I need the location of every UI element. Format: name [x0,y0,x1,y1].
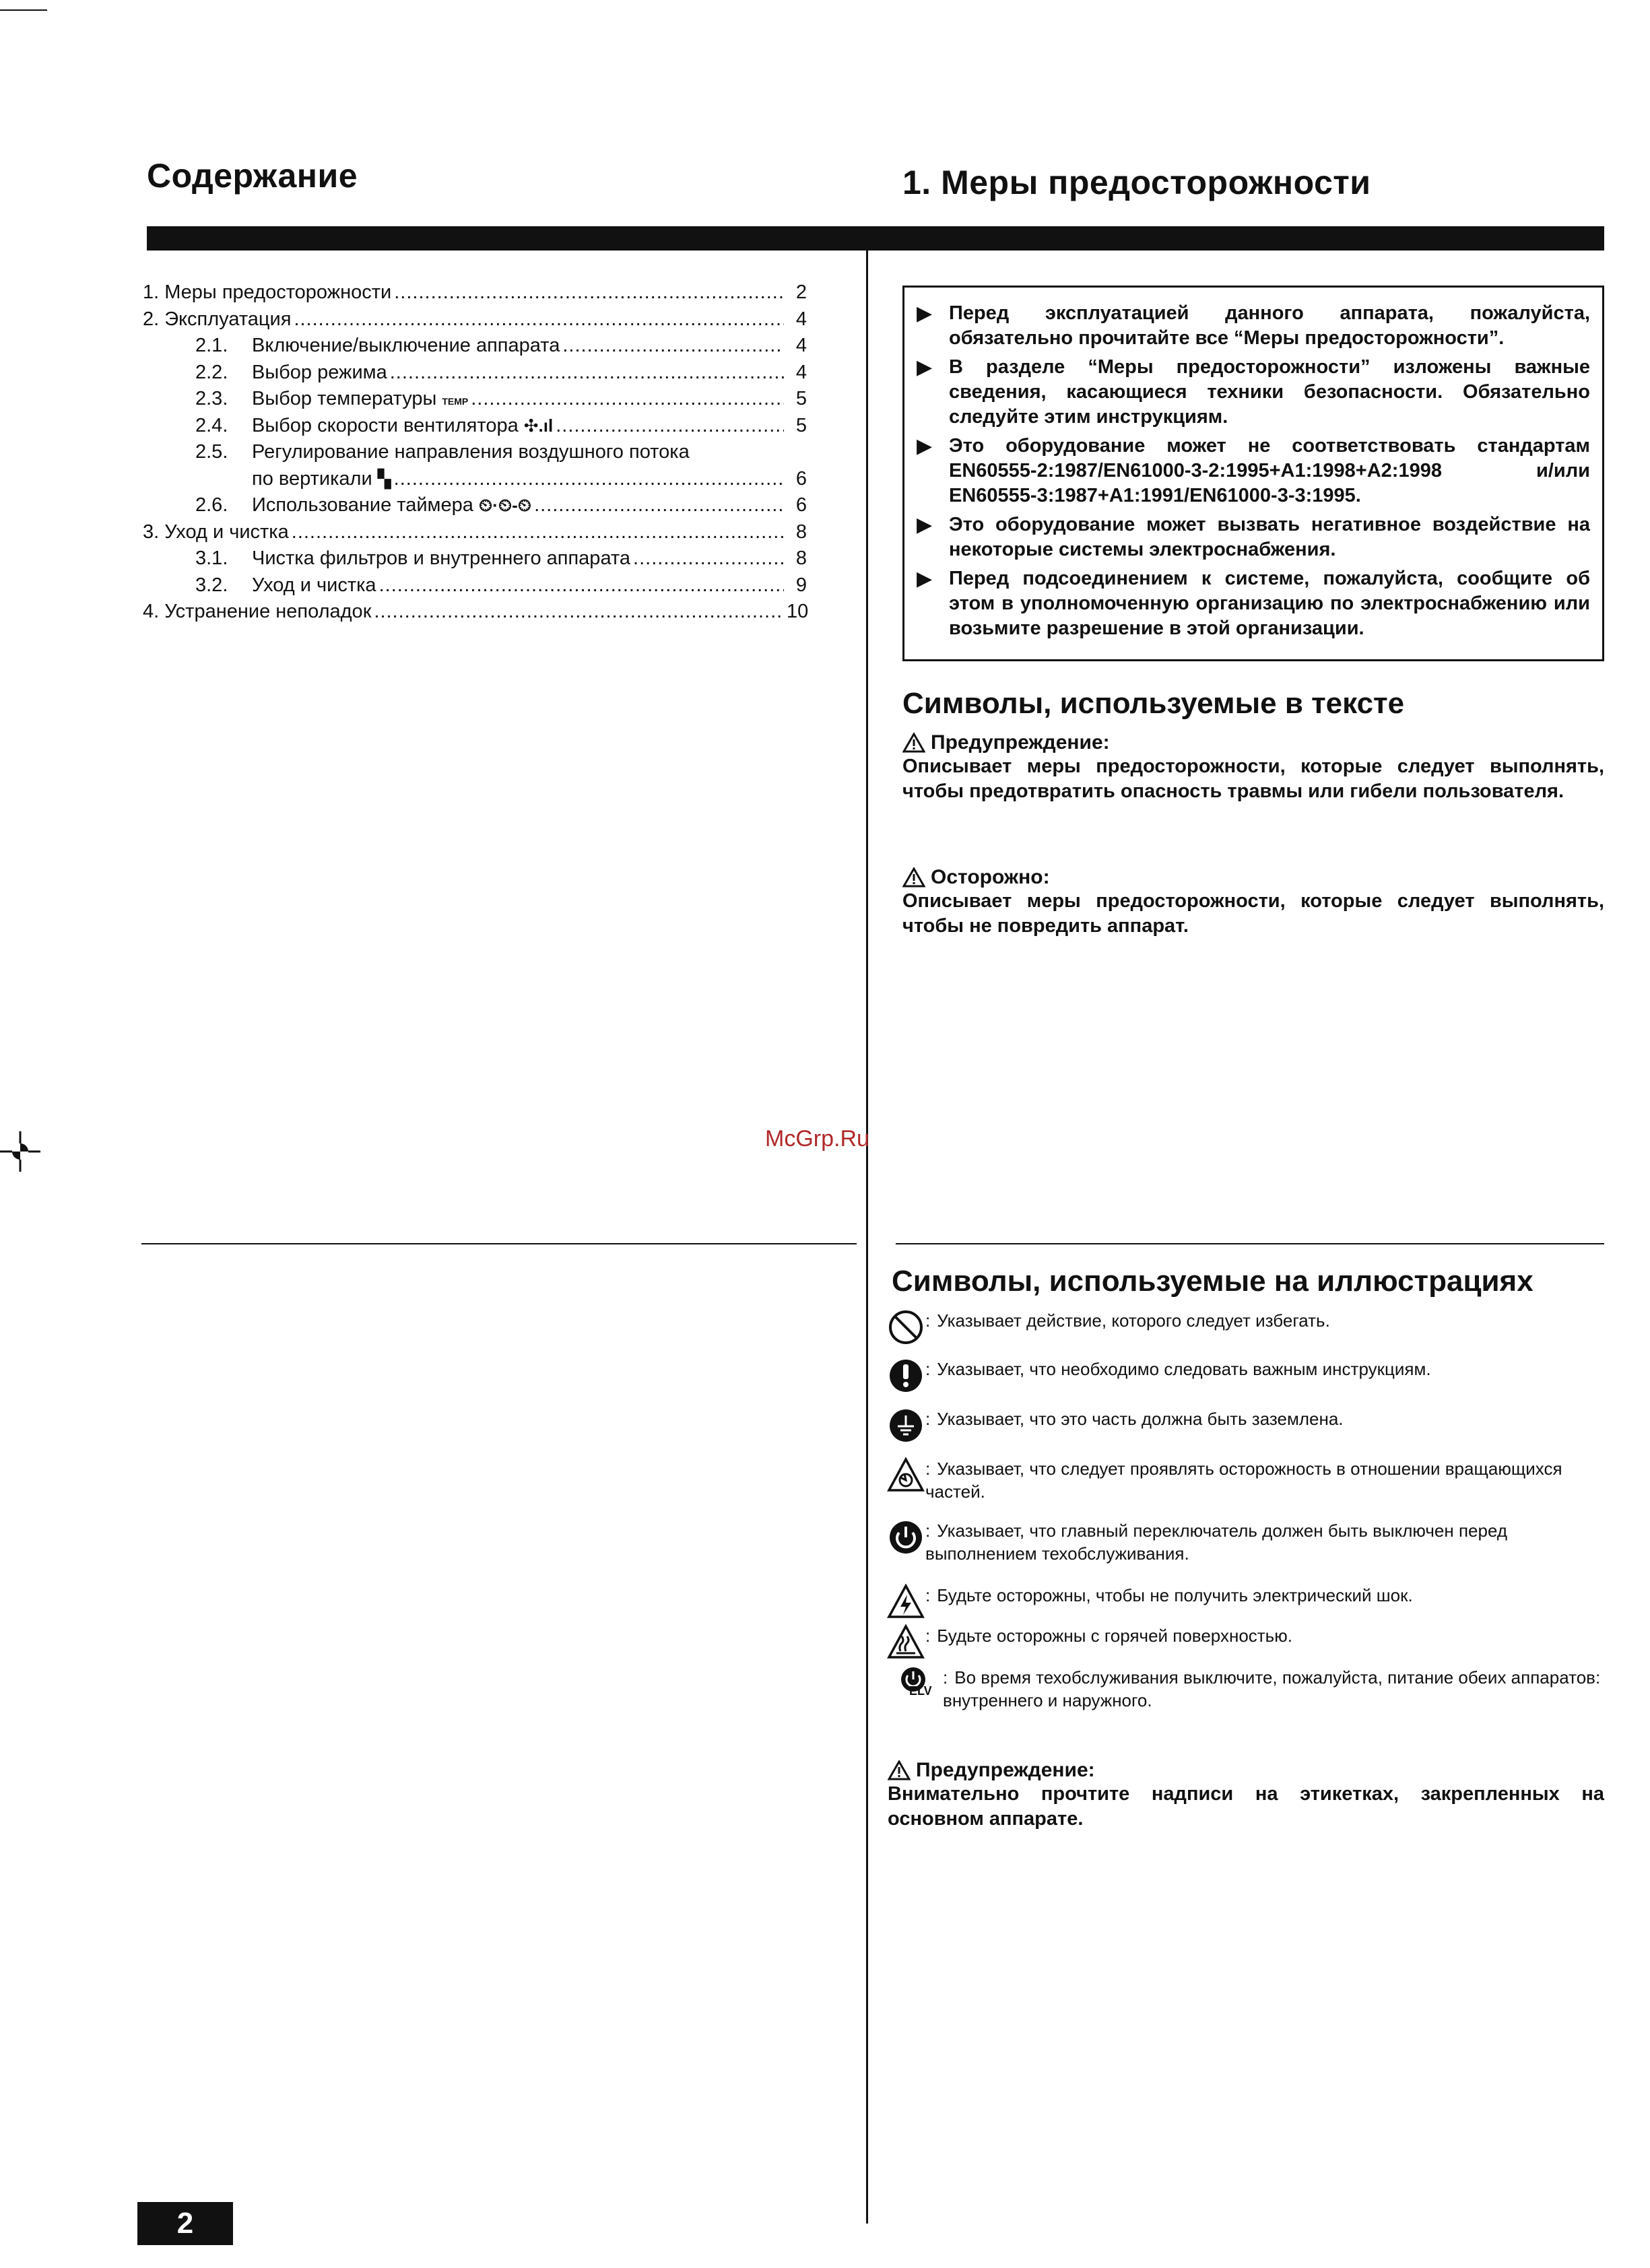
caution-label: Осторожно: [931,866,1050,888]
toc-number: 3.2. [195,574,228,596]
toc-label: Устранение неполадок [164,601,372,622]
symbol-row [886,1309,1607,1348]
toc-number: 3.1. [195,547,228,569]
symbol-row [886,1457,1607,1503]
symbol-row [886,1407,1607,1446]
toc-row [195,573,807,597]
toc-label: Уход и чистка [164,521,289,543]
toc-row [195,467,807,491]
toc-title: Содержание [147,157,358,195]
symbol-colon: : [925,1626,931,1646]
toc-page: 4 [795,308,807,330]
warning-text: Описывает меры предосторожности, которые следует выполнять, чтобы предотвратить опасность травмы или гибели пользователя. [902,756,1604,802]
toc-label: Использование таймера [252,494,473,516]
symbol-row [886,1666,1607,1712]
precaution-item [917,566,1590,641]
toc-label: Уход и чистка [252,574,376,596]
toc-label: по вертикали [252,467,372,490]
toc-leader [534,493,784,517]
symbol-description: Будьте осторожны, чтобы не получить электрический шок. [937,1585,1413,1605]
bullet-arrow-icon: ▶ [917,514,933,536]
symbol-colon: : [943,1667,948,1688]
caution-block [902,866,1604,939]
toc-page: 5 [795,414,807,436]
toc-leader [394,280,784,304]
main-switch-off-icon [886,1519,925,1558]
elv-icon [886,1666,943,1705]
prohibited-icon [886,1309,925,1348]
precautions-box [902,286,1604,661]
warning-block [902,731,1604,804]
precautions-list [917,301,1590,641]
text-symbols-heading: Символы, используемые в тексте [902,687,1405,720]
toc-label: Выбор режима [252,361,387,383]
precaution-text: Перед подсоединением к системе, пожалуйста, сообщите об этом в уполномоченную организацию по электроснабжению или возьмите разрешение в этой организации. [949,568,1590,639]
illustration-symbols-heading: Символы, используемые на иллюстрациях [892,1265,1533,1298]
toc-number: 4. [143,601,160,622]
toc-row [195,413,807,438]
toc-inline-icon: ⏲·⏲-⏲ [478,495,532,515]
toc-label: Включение/выключение аппарата [252,335,560,356]
toc-page: 5 [795,388,807,409]
precaution-item [917,512,1590,562]
symbol-description: Будьте осторожны с горячей поверхностью. [937,1626,1292,1646]
right-divider [896,1243,1604,1244]
precaution-text: Перед эксплуатацией данного аппарата, пожалуйста, обязательно прочитайте все “Меры предосторожности”. [949,302,1590,349]
bullet-arrow-icon: ▶ [917,356,933,378]
symbol-row [886,1358,1607,1397]
toc-label: Эксплуатация [164,308,292,330]
bullet-arrow-icon: ▶ [917,302,933,325]
symbol-description: Указывает, что это часть должна быть заземлена. [937,1409,1344,1429]
electric-shock-icon [886,1584,925,1623]
toc-inline-icon: TEMP [442,396,469,407]
rotating-parts-icon [886,1457,925,1496]
symbol-row [886,1584,1607,1623]
toc-page: 9 [795,574,807,596]
toc-row [143,307,807,331]
toc-row [195,333,807,358]
caution-text: Описывает меры предосторожности, которые следует выполнять, чтобы не повредить аппарат. [902,890,1604,937]
toc-leader [556,413,784,438]
precaution-item [917,355,1590,430]
toc-inline-icon: ✣.ıl [523,415,554,436]
toc-number: 2.6. [195,494,228,516]
toc-number: 1. [143,281,160,303]
toc-leader [633,546,784,570]
precaution-text: Это оборудование может не соответствовать стандартам EN60555-2:1987/EN61000-3-2:1995+A1:1998+A2:1998 и/или EN60555-3:1987+A1:1991/EN61000-3-3:1995. [949,435,1590,506]
toc-page: 6 [795,467,807,490]
toc-number: 2.5. [195,441,228,463]
symbol-row [886,1624,1607,1663]
precaution-text: Это оборудование может вызвать негативное воздействие на некоторые системы электроснабжения. [949,514,1590,560]
toc-label: Выбор скорости вентилятора [252,414,519,436]
symbol-colon: : [925,1459,931,1479]
symbol-colon: : [925,1409,931,1429]
final-warning-label: Предупреждение: [916,1759,1095,1781]
crop-mark [0,9,47,11]
symbol-description: Во время техобслуживания выключите, пожалуйста, питание обеих аппаратов: внутреннего и наружного. [943,1667,1601,1710]
symbol-description: Указывает, что следует проявлять осторожность в отношении вращающихся частей. [925,1459,1562,1502]
warning-triangle-icon [902,733,925,753]
page-number: 2 [137,2202,233,2245]
precaution-item [917,301,1590,351]
toc-page: 8 [795,521,807,543]
symbol-colon: : [925,1521,931,1541]
toc-page: 8 [795,547,807,569]
toc-leader [294,307,784,331]
toc-row [143,520,807,544]
toc-leader [374,599,784,624]
hot-surface-icon [886,1624,925,1663]
warning-label: Предупреждение: [931,731,1110,754]
toc-row [143,280,807,304]
column-divider [866,251,868,2224]
bullet-arrow-icon: ▶ [917,435,933,457]
final-warning-block [888,1759,1604,1832]
toc-number: 2.4. [195,414,228,436]
toc-number: 2.2. [195,361,228,383]
symbol-description: Указывает, что необходимо следовать важным инструкциям. [937,1359,1431,1379]
toc-page: 2 [795,281,807,303]
exclamation-icon [886,1358,925,1397]
bullet-arrow-icon: ▶ [917,568,933,590]
toc-leader [390,360,784,385]
toc-inline-icon: ▚ [377,468,391,489]
toc-leader [562,333,784,358]
precaution-item [917,434,1590,508]
toc-leader [379,573,784,597]
toc-leader [394,467,784,491]
toc-leader [292,520,784,544]
toc-page: 4 [795,361,807,383]
toc-number: 3. [143,521,160,543]
final-warning-triangle-icon [888,1760,911,1780]
section-title: 1. Меры предосторожности [902,164,1371,201]
toc-number: 2.3. [195,388,228,409]
toc-label: Выбор температуры [252,388,437,409]
toc-number: 2.1. [195,335,228,356]
symbol-row [886,1519,1607,1565]
caution-triangle-icon [902,867,925,888]
toc-row [195,493,807,517]
toc-row [195,387,807,413]
header-bar [147,226,1604,251]
symbol-description: Указывает действие, которого следует избегать. [937,1310,1330,1331]
toc-page: 6 [795,494,807,516]
precaution-text: В разделе “Меры предосторожности” изложены важные сведения, касающиеся техники безопасности. Обязательно следуйте этим инструкциям. [949,356,1590,428]
symbol-colon: : [925,1359,931,1379]
toc-number: 2. [143,308,160,330]
ground-icon [886,1407,925,1446]
symbol-description: Указывает, что главный переключатель должен быть выключен перед выполнением техобслуживания. [925,1521,1507,1564]
toc-row [195,440,807,464]
toc-label: Чистка фильтров и внутреннего аппарата [252,547,631,569]
toc-row [195,546,807,570]
left-divider [141,1243,857,1244]
toc-page: 10 [787,601,809,622]
toc-row [195,360,807,385]
toc-page: 4 [795,335,807,356]
final-warning-text: Внимательно прочтите надписи на этикетках, закрепленных на основном аппарате. [888,1783,1604,1830]
symbol-colon: : [925,1585,931,1605]
toc-label: Регулирование направления воздушного потока [252,441,690,463]
toc-row [143,599,807,624]
elv-label: ELV [909,1684,932,1698]
toc-label: Меры предосторожности [164,281,392,303]
registration-mark-icon [0,1131,40,1172]
toc-leader [471,387,784,411]
watermark: McGrp.Ru [765,1126,869,1152]
symbol-colon: : [925,1310,931,1331]
